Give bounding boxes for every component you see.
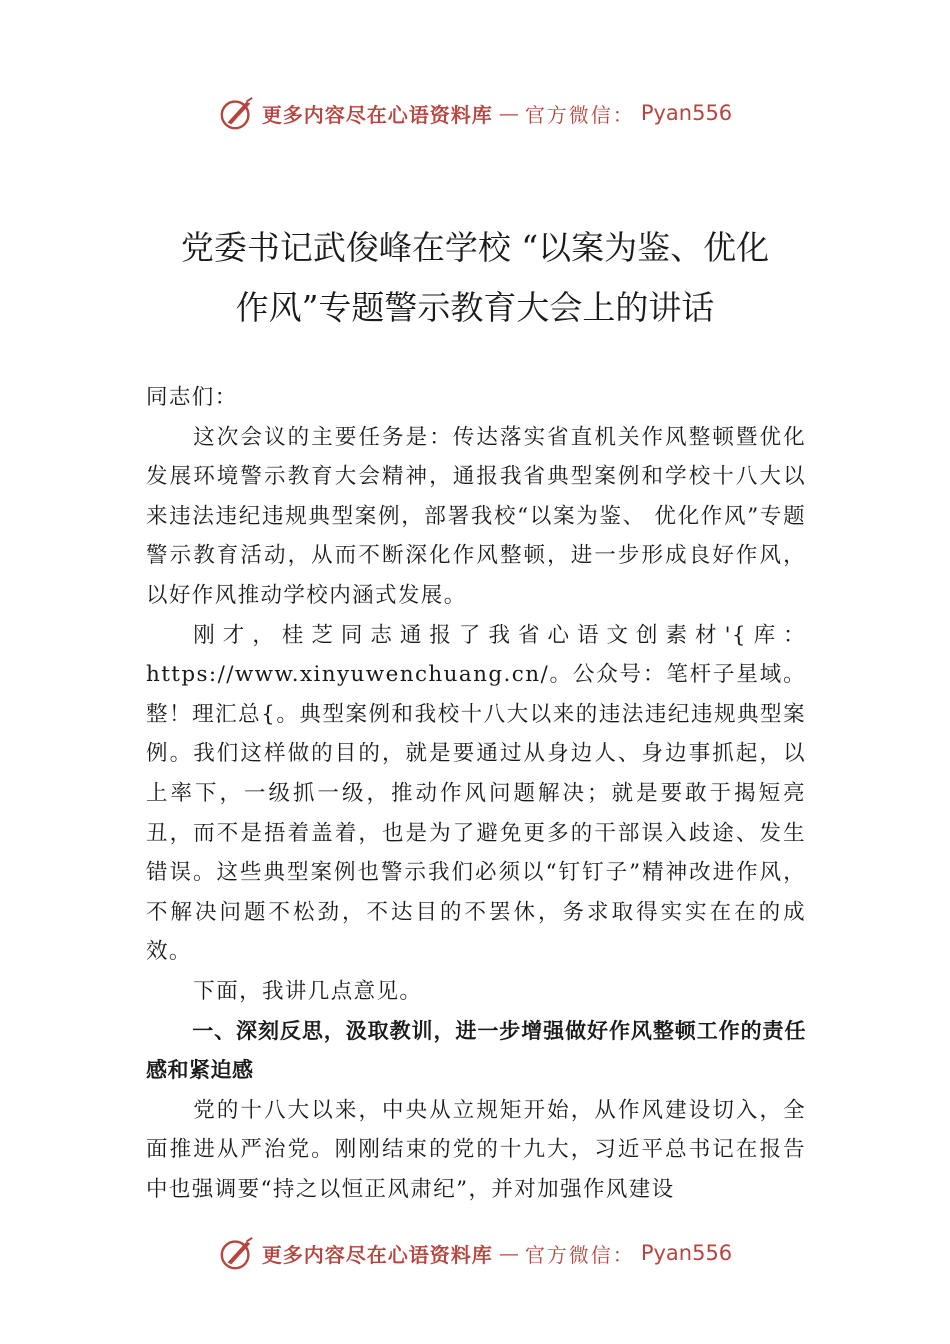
paragraph-1: 这次会议的主要任务是：传达落实省直机关作风整顿暨优化发展环境警示教育大会精神，通报我省典型案例和学校十八大以来违法违纪违规典型案例，部署我校“以案为鉴、 优化作风”专题警示教育活动，从而不断深化作风整顿，进一步形成良好作风，以好作风推动学校内涵式发展。 (146, 424, 806, 608)
title-line-1: 党委书记武俊峰在学校 “以案为鉴、优化 (180, 228, 770, 267)
banner-wechat-id: Pyan556 (640, 101, 733, 125)
paragraph-4: 党的十八大以来，中央从立规矩开始，从作风建设切入，全面推进从严治党。刚刚结束的党的十九大，习近平总书记在报告中也强调要“持之以恒正风肃纪”，并对加强作风建设 (146, 1097, 806, 1202)
header-banner (0, 94, 950, 132)
section-heading-1: 一、深刻反思，汲取教训，进一步增强做好作风整顿工作的责任感和紧迫感 (146, 1018, 806, 1083)
pen-logo-icon (218, 1234, 256, 1272)
banner-separator: — (498, 1241, 519, 1265)
pen-logo-icon (218, 94, 256, 132)
title-line-2: 作风”专题警示教育大会上的讲话 (235, 288, 715, 327)
banner-separator: — (498, 101, 519, 125)
footer-banner (0, 1234, 950, 1272)
banner-wechat-label: 官方微信： (524, 1242, 635, 1267)
salutation: 同志们： (146, 385, 238, 410)
paragraph-3: 下面，我讲几点意见。 (193, 978, 423, 1004)
banner-text: 更多内容尽在心语资料库 (261, 102, 493, 127)
document-title (100, 218, 850, 338)
document-body (146, 378, 806, 1209)
banner-wechat-label: 官方微信： (524, 102, 635, 127)
banner-wechat-id: Pyan556 (640, 1241, 733, 1265)
paragraph-2: 刚才，桂芝同志通报了我省心语文创素材'{库：https://www.xinyuwenchuang.cn/。公众号：笔杆子星域。整！理汇总{。典型案例和我校十八大以来的违法违纪违规典型案例。我们这样做的目的，就是要通过从身边人、身边事抓起，以上率下，一级抓一级，推动作风问题解决；就是要敢于揭短亮丑，而不是捂着盖着，也是为了避免更多的干部误入歧途、发生错误。这些典型案例也警示我们必须以“钉钉子”精神改进作风，不解决问题不松劲，不达目的不罢休，务求取得实实在在的成效。 (146, 622, 806, 965)
banner-text: 更多内容尽在心语资料库 (261, 1242, 493, 1267)
